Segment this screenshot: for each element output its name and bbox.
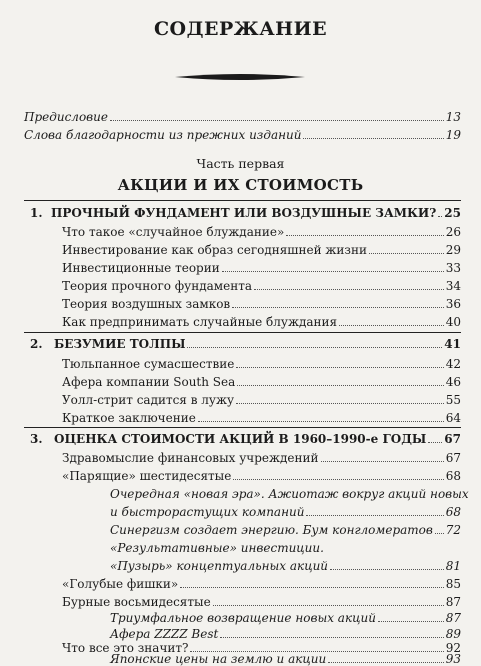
leader-dots [237,375,443,386]
toc-subentry-line1[interactable] [110,487,469,501]
toc-entry-label-cont: и быстрорастущих компаний [110,505,305,519]
leader-dots [435,523,444,534]
toc-entry-page: 33 [445,261,461,275]
leader-dots [180,577,443,588]
toc-entry-page: 41 [444,337,461,351]
toc-subentry[interactable] [110,505,461,519]
page-title: СОДЕРЖАНИЕ [153,18,328,40]
toc-entry-label: Уолл-стрит садится в лужу [62,393,235,407]
toc-entry-page: 36 [445,297,461,311]
toc-entry-page: 34 [445,279,461,293]
toc-subentry[interactable] [110,627,461,641]
toc-entry-page: 55 [445,393,461,407]
chapter-rule [24,427,461,428]
toc-entry-page: 40 [445,315,461,329]
chapter-title: ПРОЧНЫЙ ФУНДАМЕНТ ИЛИ ВОЗДУШНЫЕ ЗАМКИ? [51,206,437,220]
toc-entry[interactable] [62,279,461,293]
toc-entry[interactable] [62,469,461,483]
leader-dots [428,432,442,443]
toc-entry-label: Инвестирование как образ сегодняшней жизни [62,243,367,257]
toc-entry[interactable] [62,577,461,591]
toc-entry-page: 67 [444,432,461,446]
toc-entry-page: 67 [445,451,461,465]
chapter-title: ОЦЕНКА СТОИМОСТИ АКЦИЙ В 1960–1990-е ГОДЫ [54,432,427,446]
toc-entry-label: Предисловие [24,110,108,124]
toc-entry-label: «Голубые фишки» [62,577,179,591]
leader-dots [330,559,444,570]
ornament-divider [175,72,305,82]
toc-entry-page: 93 [445,652,461,666]
toc-entry-page: 42 [445,357,461,371]
leader-dots [220,627,443,638]
chapter-rule [24,332,461,333]
toc-entry-page: 13 [445,110,461,124]
toc-subentry-line1[interactable] [110,541,461,555]
toc-entry-label: Краткое заключение [62,411,196,425]
toc-entry[interactable] [62,297,461,311]
toc-entry-page: 68 [445,469,461,483]
toc-entry-label: Здравомыслие финансовых учреждений [62,451,319,465]
toc-entry-label-cont: «Пузырь» концептуальных акций [110,559,329,573]
toc-entry-label: «Парящие» шестидесятые [62,469,232,483]
toc-subentry[interactable] [110,523,461,537]
toc-entry-preface[interactable] [24,110,461,124]
toc-entry-page: 46 [445,375,461,389]
leader-dots [236,357,443,368]
leader-dots [328,652,443,663]
toc-entry-acknowledgements[interactable] [24,128,461,142]
leader-dots [187,337,442,348]
toc-entry-page: 87 [445,611,461,625]
toc-entry-page: 68 [445,505,461,519]
toc-entry[interactable] [62,393,461,407]
leader-dots [254,279,444,290]
chapter-number: 1. [30,206,43,220]
leader-dots [306,505,443,516]
toc-entry-label: Теория прочного фундамента [62,279,253,293]
leader-dots [190,641,443,652]
toc-entry[interactable] [62,451,461,465]
toc-entry-label: Триумфальное возвращение новых акций [110,611,376,625]
toc-entry-page: 87 [445,595,461,609]
leader-dots [438,206,442,217]
toc-entry[interactable] [62,357,461,371]
toc-subentry[interactable] [110,652,461,666]
toc-entry[interactable] [62,243,461,257]
leader-dots [286,225,443,236]
toc-entry-label: Афера компании South Sea [62,375,236,389]
leader-dots [236,393,444,404]
leader-dots [232,297,444,308]
toc-entry-label: «Результативные» инвестиции. [110,541,324,555]
toc-entry-page: 72 [445,523,461,537]
toc-entry[interactable] [62,375,461,389]
toc-chapter-3[interactable] [30,432,461,446]
leader-dots [321,451,444,462]
toc-entry-page: 81 [445,559,461,573]
toc-entry[interactable] [62,261,461,275]
chapter-title: БЕЗУМИЕ ТОЛПЫ [54,337,186,351]
leader-dots [222,261,444,272]
chapter-number: 3. [30,432,43,446]
toc-entry-label: Теория воздушных замков [62,297,231,311]
part-label: Часть первая [196,156,285,171]
toc-entry-label: Что такое «случайное блуждание» [62,225,285,239]
toc-entry-page: 64 [445,411,461,425]
leader-dots [339,315,444,326]
toc-entry-label: Как предпринимать случайные блуждания [62,315,338,329]
toc-entry-page: 29 [445,243,461,257]
toc-entry-label: Афера ZZZZ Best [110,627,219,641]
toc-entry-label: Тюльпанное сумасшествие [62,357,235,371]
leader-dots [303,128,443,139]
leader-dots [198,411,444,422]
toc-entry[interactable] [62,595,461,609]
toc-entry-page: 92 [445,641,461,655]
toc-entry-label: Японские цены на землю и акции [110,652,327,666]
toc-chapter-1[interactable] [30,206,461,220]
leader-dots [233,469,443,480]
toc-entry-page: 19 [445,128,461,142]
toc-entry-page: 25 [444,206,461,220]
toc-chapter-2[interactable] [30,337,461,351]
toc-subentry[interactable] [110,611,461,625]
toc-entry-label: Очередная «новая эра». Ажиотаж вокруг акций новых [110,487,469,501]
toc-entry-label: Что все это значит? [62,641,189,655]
toc-entry-label: Слова благодарности из прежних изданий [24,128,302,142]
toc-entry[interactable] [62,225,461,239]
chapter-rule [24,200,461,201]
toc-entry-page: 89 [445,627,461,641]
leader-dots [110,110,444,121]
part-title: АКЦИИ И ИХ СТОИМОСТЬ [117,176,364,194]
chapter-number: 2. [30,337,43,351]
toc-subentry[interactable] [110,559,461,573]
toc-entry-label: Синергизм создает энергию. Бум конгломератов [110,523,433,537]
toc-entry[interactable] [62,411,461,425]
leader-dots [369,243,444,254]
toc-entry-page: 26 [445,225,461,239]
toc-entry[interactable] [62,315,461,329]
leader-dots [213,595,444,606]
toc-entry-label: Бурные восьмидесятые [62,595,211,609]
toc-entry-label: Инвестиционные теории [62,261,220,275]
leader-dots [378,611,444,622]
toc-entry-page: 85 [445,577,461,591]
